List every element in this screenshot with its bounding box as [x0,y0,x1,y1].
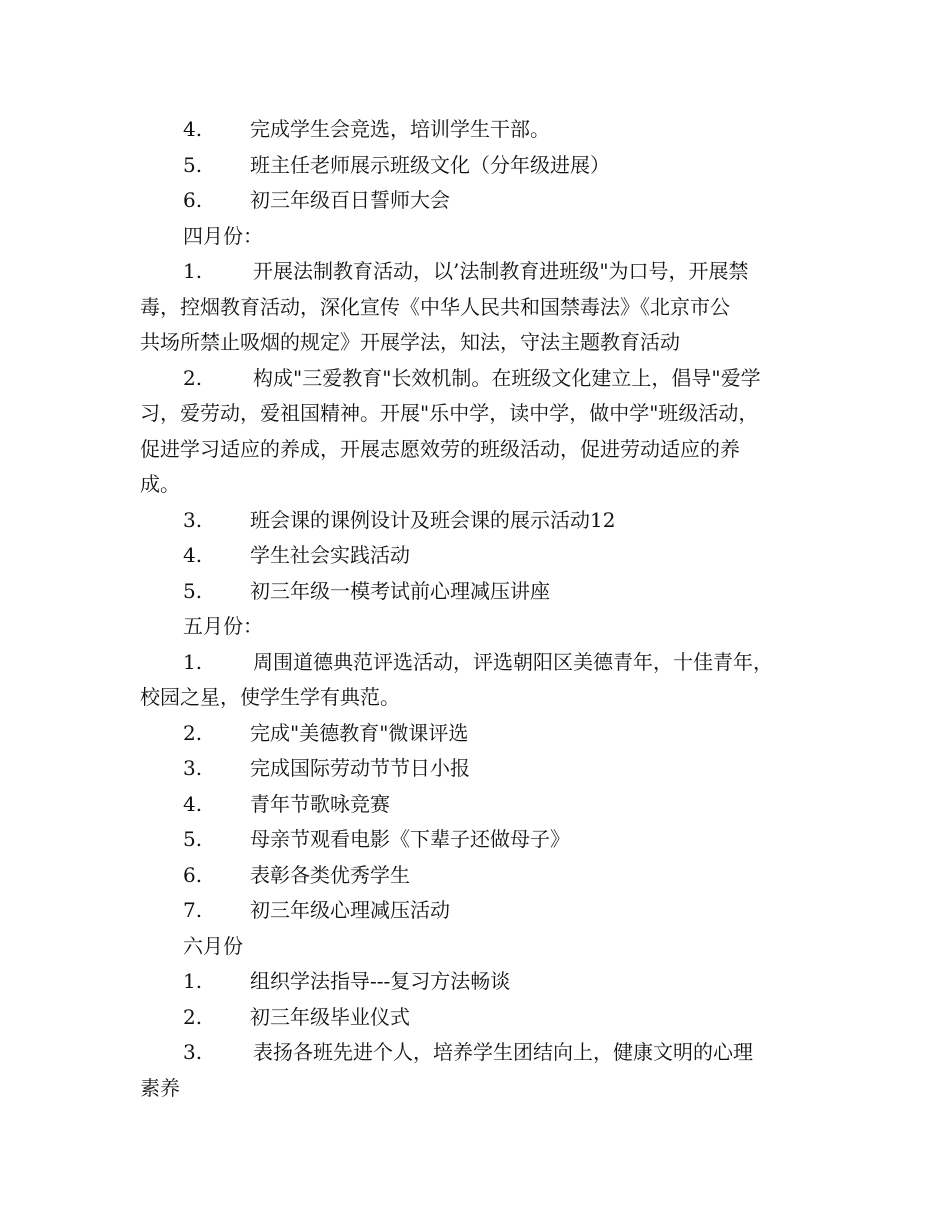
list-item [140,716,830,752]
item-number: 7. [183,898,203,922]
item-number: 1. [183,969,203,993]
item-text-continued: 习，爱劳动，爱祖国精神。开展"乐中学，读中学，做中学"班级活动， [140,401,759,425]
list-item [140,751,830,787]
paragraph-item [140,254,830,361]
item-text: 班主任老师展示班级文化（分年级进展） [250,152,610,177]
item-number: 6. [183,188,203,212]
item-number: 3. [183,507,203,532]
list-item [140,822,830,858]
list-item [140,787,830,823]
list-item [140,148,830,184]
item-text-continued: 校园之星，使学生学有典范。 [140,685,400,709]
item-number: 1. [183,259,203,283]
list-item [140,538,830,574]
item-text: 青年节歌咏竞赛 [250,791,390,816]
item-text: 开展法制教育活动，以’法制教育进班级"为口号，开展禁 [253,259,749,283]
document-body [140,112,830,1106]
paragraph-item [140,645,830,716]
item-number: 5. [183,827,203,851]
list-item [140,574,830,610]
item-text-continued: 毒，控烟教育活动，深化宣传《中华人民共和国禁毒法》《北京市公 [140,294,730,319]
item-number: 2. [183,720,203,745]
list-item [140,503,830,539]
section-heading-june: 六月份 [183,933,243,958]
item-text: 初三年级毕业仪式 [250,1004,410,1029]
list-item [140,858,830,894]
item-text-continued: 促进学习适应的养成，开展志愿效劳的班级活动，促进劳动适应的养 [140,436,740,461]
item-text-continued: 共场所禁止吸烟的规定》开展学法，知法，守法主题教育活动 [140,330,680,354]
item-text-continued: 成。 [140,472,180,496]
item-text: 周围道德典范评选活动，评选朝阳区美德青年，十佳青年， [253,649,773,674]
item-text: 完成"美德教育"微课评选 [250,720,469,745]
list-item [140,112,830,148]
item-number: 4. [183,791,203,816]
item-number: 4. [183,543,203,567]
item-number: 1. [183,649,203,674]
item-text: 构成"三爱教育"长效机制。在班级文化建立上，倡导"爱学 [253,365,761,390]
item-text: 完成国际劳动节节日小报 [250,756,470,780]
item-text: 初三年级心理减压活动 [250,898,450,922]
item-number: 3. [183,1040,203,1064]
item-text: 表扬各班先进个人，培养学生团结向上，健康文明的心理 [253,1040,753,1064]
item-text: 母亲节观看电影《下辈子还做母子》 [250,827,570,851]
item-text: 组织学法指导---复习方法畅谈 [250,969,511,993]
item-number: 2. [183,365,203,390]
item-number: 6. [183,862,203,887]
section-heading-april: 四月份： [183,223,263,248]
list-item [140,893,830,929]
item-text: 班会课的课例设计及班会课的展示活动12 [250,507,616,532]
item-text-continued: 素养 [140,1075,180,1100]
item-number: 4. [183,117,203,141]
list-item [140,183,830,219]
item-number: 2. [183,1004,203,1029]
item-number: 5. [183,578,203,603]
item-text: 表彰各类优秀学生 [250,862,410,887]
item-number: 5. [183,152,203,177]
list-item [140,1000,830,1036]
item-text: 初三年级一模考试前心理减压讲座 [250,578,550,603]
item-text: 初三年级百日誓师大会 [250,188,450,212]
section-heading-may: 五月份： [183,614,263,638]
paragraph-item [140,361,830,503]
list-item [140,964,830,1000]
item-text: 学生社会实践活动 [250,543,410,567]
item-text: 完成学生会竞选，培训学生干部。 [250,117,550,141]
item-number: 3. [183,756,203,780]
paragraph-item [140,1035,830,1106]
